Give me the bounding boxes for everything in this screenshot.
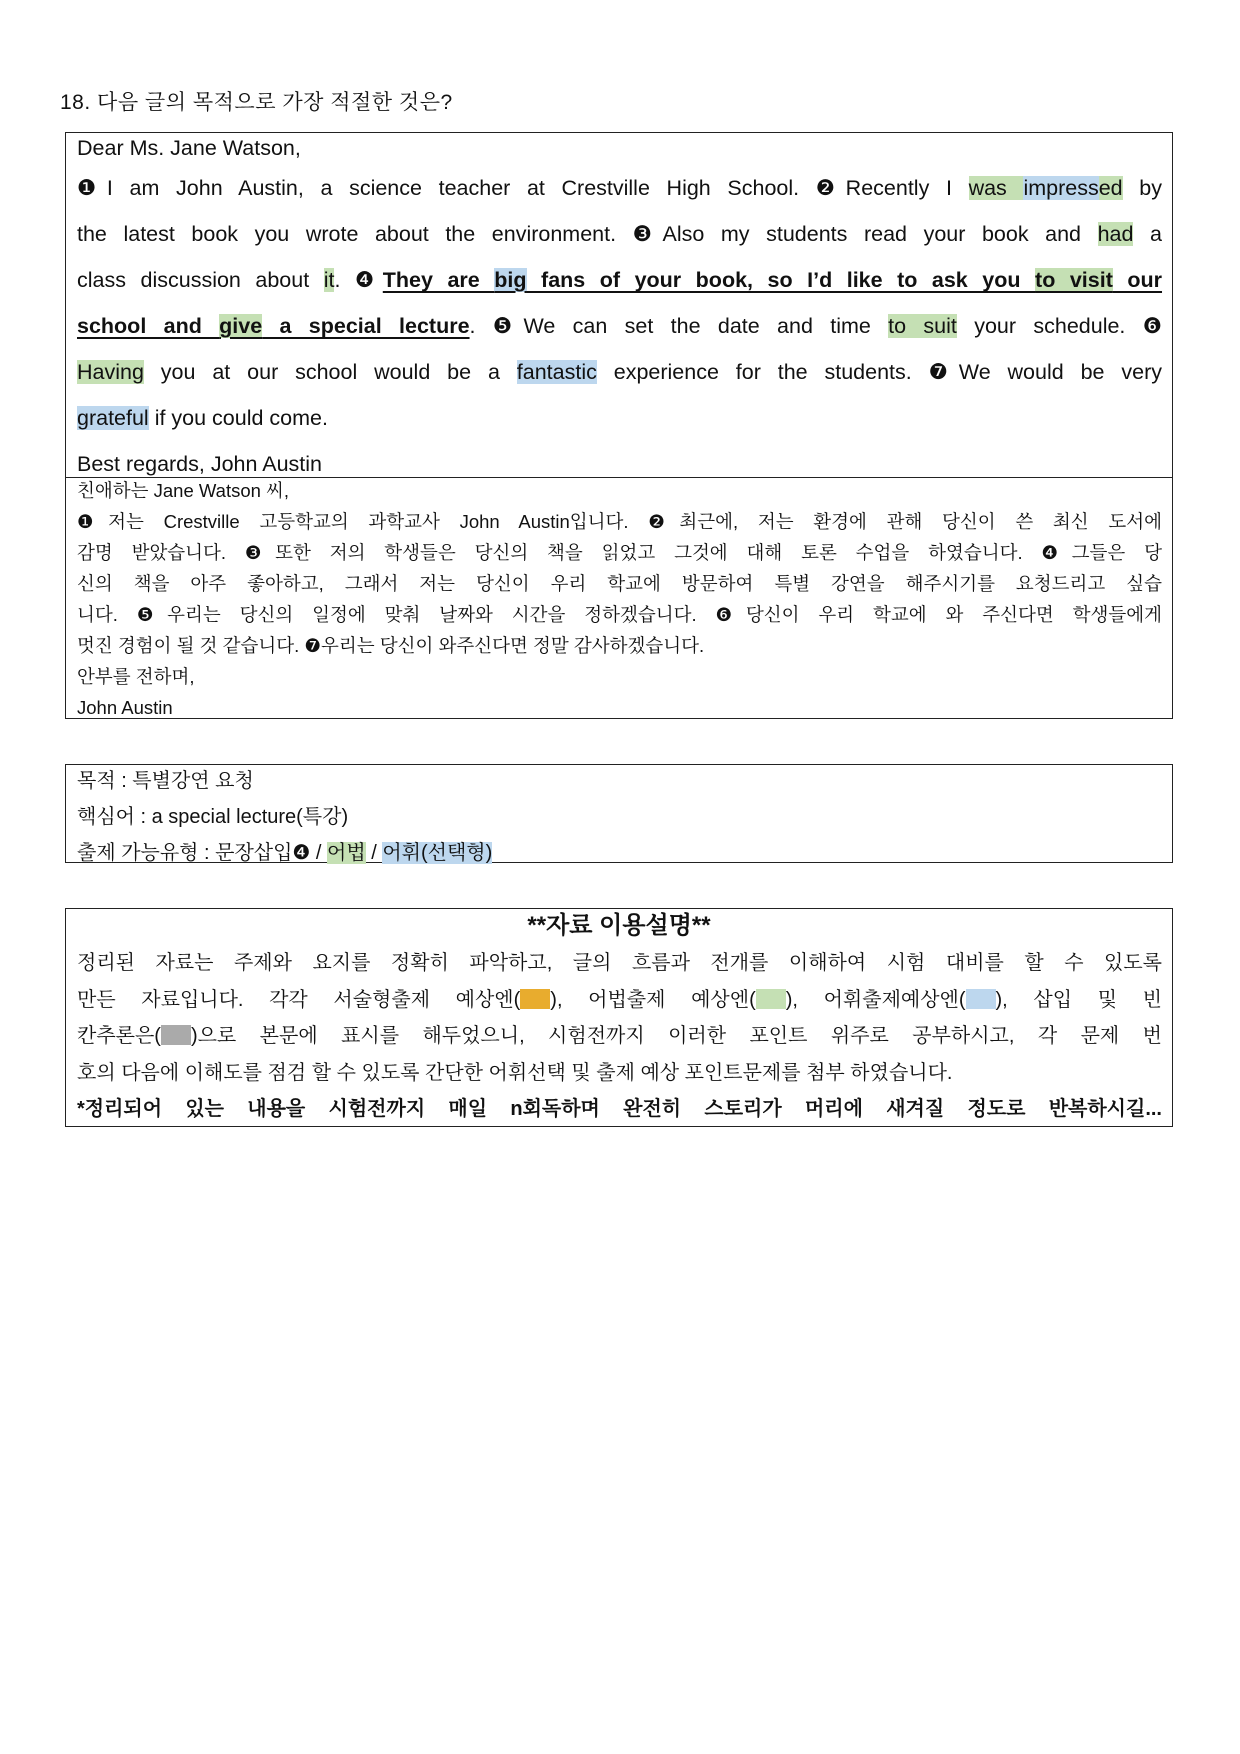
summary-info <box>66 765 1172 873</box>
text-segment: 목적 : 특별강연 요청 <box>77 770 254 792</box>
text-line <box>66 664 1172 695</box>
highlighted-text: big <box>494 268 527 292</box>
text-segment: . ❹ <box>334 268 383 292</box>
text-segment: ), 삽입 및 빈 <box>995 988 1162 1011</box>
text-segment: 핵심어 : a special lecture(특강) <box>77 806 349 828</box>
text-line <box>66 1057 1172 1094</box>
highlighted-text: grateful <box>77 406 149 430</box>
usage-guide <box>66 909 1172 1130</box>
highlighted-text: ed <box>1098 176 1123 200</box>
text-segment: ❶저는 Crestville 고등학교의 과학교사 John Austin입니다. ❷최근에, 저는 환경에 관해 당신이 쓴 최신 도서에 <box>77 511 1162 532</box>
text-segment: Best regards, John Austin <box>77 452 323 476</box>
highlighted-text: fantastic <box>516 360 597 384</box>
text-line <box>66 219 1172 265</box>
color-swatch <box>756 989 786 1009</box>
text-line <box>66 633 1172 664</box>
text-segment: if you could come. <box>148 406 328 430</box>
text-segment: *정리되어 있는 내용을 시험전까지 매일 n회독하며 완전히 스토리가 머리에 새겨질 정도로 반복하시길... <box>77 1098 1162 1120</box>
text-segment: 감명 받았습니다. ❸또한 저의 학생들은 당신의 책을 읽었고 그것에 대해 토론 수업을 하였습니다. ❹그들은 당 <box>77 542 1162 563</box>
underlined-key-sentence: They are <box>382 268 495 292</box>
highlighted-text: it <box>323 268 335 292</box>
text-line <box>66 403 1172 449</box>
text-segment: 출제 가능유형 : 문장삽입❹ / <box>77 842 328 864</box>
text-segment: ), 어법출제 예상엔( <box>550 988 756 1011</box>
text-line <box>66 509 1172 540</box>
text-line <box>66 311 1172 357</box>
highlighted-text: impress <box>1023 176 1099 200</box>
highlighted-text: had <box>1097 222 1134 246</box>
text-line <box>66 1093 1172 1130</box>
text-segment: experience for the students. ❼We would be very <box>596 360 1162 384</box>
text-line <box>66 801 1172 837</box>
highlighted-text: to visit <box>1035 268 1113 292</box>
passage-box <box>65 132 1173 719</box>
text-segment: 정리된 자료는 주제와 요지를 정확히 파악하고, 글의 흐름과 전개를 이해하여 시험 대비를 할 수 있도록 <box>77 952 1162 974</box>
highlighted-text: Having <box>77 360 144 384</box>
usage-guide-title: **자료 이용설명** <box>527 912 711 939</box>
text-line <box>66 357 1172 403</box>
text-segment: by <box>1122 176 1162 200</box>
text-segment: 신의 책을 아주 좋아하고, 그래서 저는 당신이 우리 학교에 방문하여 특별 강연을 해주시기를 요청드리고 싶습 <box>77 573 1162 594</box>
text-line <box>66 265 1172 311</box>
underlined-key-sentence: our <box>1112 268 1163 292</box>
text-segment: ), 어휘출제예상엔( <box>785 988 966 1011</box>
usage-guide-box <box>65 908 1173 1127</box>
text-segment: a <box>1133 222 1162 246</box>
text-segment: class discussion about <box>77 268 324 292</box>
text-line <box>66 133 1172 173</box>
text-segment: John Austin <box>77 697 173 718</box>
text-segment: 호의 다음에 이해도를 점검 할 수 있도록 간단한 어휘선택 및 출제 예상 포인트문제를 첨부 하였습니다. <box>77 1061 953 1084</box>
underlined-key-sentence: fans of your book, so I’d like to ask you <box>526 268 1036 292</box>
highlighted-text: give <box>219 314 263 338</box>
highlighted-text: 어법 <box>327 842 366 864</box>
text-line <box>66 602 1172 633</box>
underlined-key-sentence: school and <box>77 314 220 338</box>
underlined-key-sentence: a special lecture <box>262 314 470 338</box>
text-segment: 멋진 경험이 될 것 같습니다. ❼우리는 당신이 와주신다면 정말 감사하겠습니다. <box>77 635 705 656</box>
text-segment: 친애하는 Jane Watson 씨, <box>77 480 290 501</box>
color-swatch <box>966 989 996 1009</box>
english-passage <box>66 133 1172 478</box>
highlighted-text: 어휘(선택형) <box>382 842 493 864</box>
text-line <box>66 695 1172 726</box>
text-segment: 만든 자료입니다. 각각 서술형출제 예상엔( <box>77 988 521 1011</box>
summary-box <box>65 764 1173 863</box>
korean-translation <box>66 478 1172 726</box>
text-segment: . ❺We can set the date and time <box>469 314 889 338</box>
text-segment: )으로 본문에 표시를 해두었으니, 시험전까지 이러한 포인트 위주로 공부하시고, 각 문제 번 <box>190 1025 1162 1047</box>
text-line <box>66 571 1172 602</box>
text-line <box>66 540 1172 571</box>
text-line <box>66 765 1172 801</box>
text-line <box>66 947 1172 984</box>
text-line <box>66 173 1172 219</box>
text-segment: Dear Ms. Jane Watson, <box>77 136 301 160</box>
text-line <box>66 837 1172 873</box>
highlighted-text: was <box>968 176 1024 200</box>
text-segment: 칸추론은( <box>77 1025 161 1047</box>
text-line <box>66 984 1172 1021</box>
text-segment: you at our school would be a <box>143 360 517 384</box>
highlighted-text: to suit <box>888 314 957 338</box>
text-segment: ❶I am John Austin, a science teacher at Crestville High School. ❷Recently I <box>77 176 969 200</box>
text-segment: the latest book you wrote about the environment. ❸Also my students read your book and <box>77 222 1098 246</box>
question-title: 18. 다음 글의 목적으로 가장 적절한 것은? <box>60 91 453 114</box>
text-segment: 안부를 전하며, <box>77 666 195 687</box>
color-swatch <box>161 1025 191 1045</box>
color-swatch <box>520 989 550 1009</box>
text-segment: your schedule. ❻ <box>956 314 1162 338</box>
text-segment: 니다. ❺우리는 당신의 일정에 맞춰 날짜와 시간을 정하겠습니다. ❻당신이 우리 학교에 와 주신다면 학생들에게 <box>77 604 1162 625</box>
text-segment: / <box>365 842 383 864</box>
text-line <box>66 1020 1172 1057</box>
text-line <box>66 478 1172 509</box>
